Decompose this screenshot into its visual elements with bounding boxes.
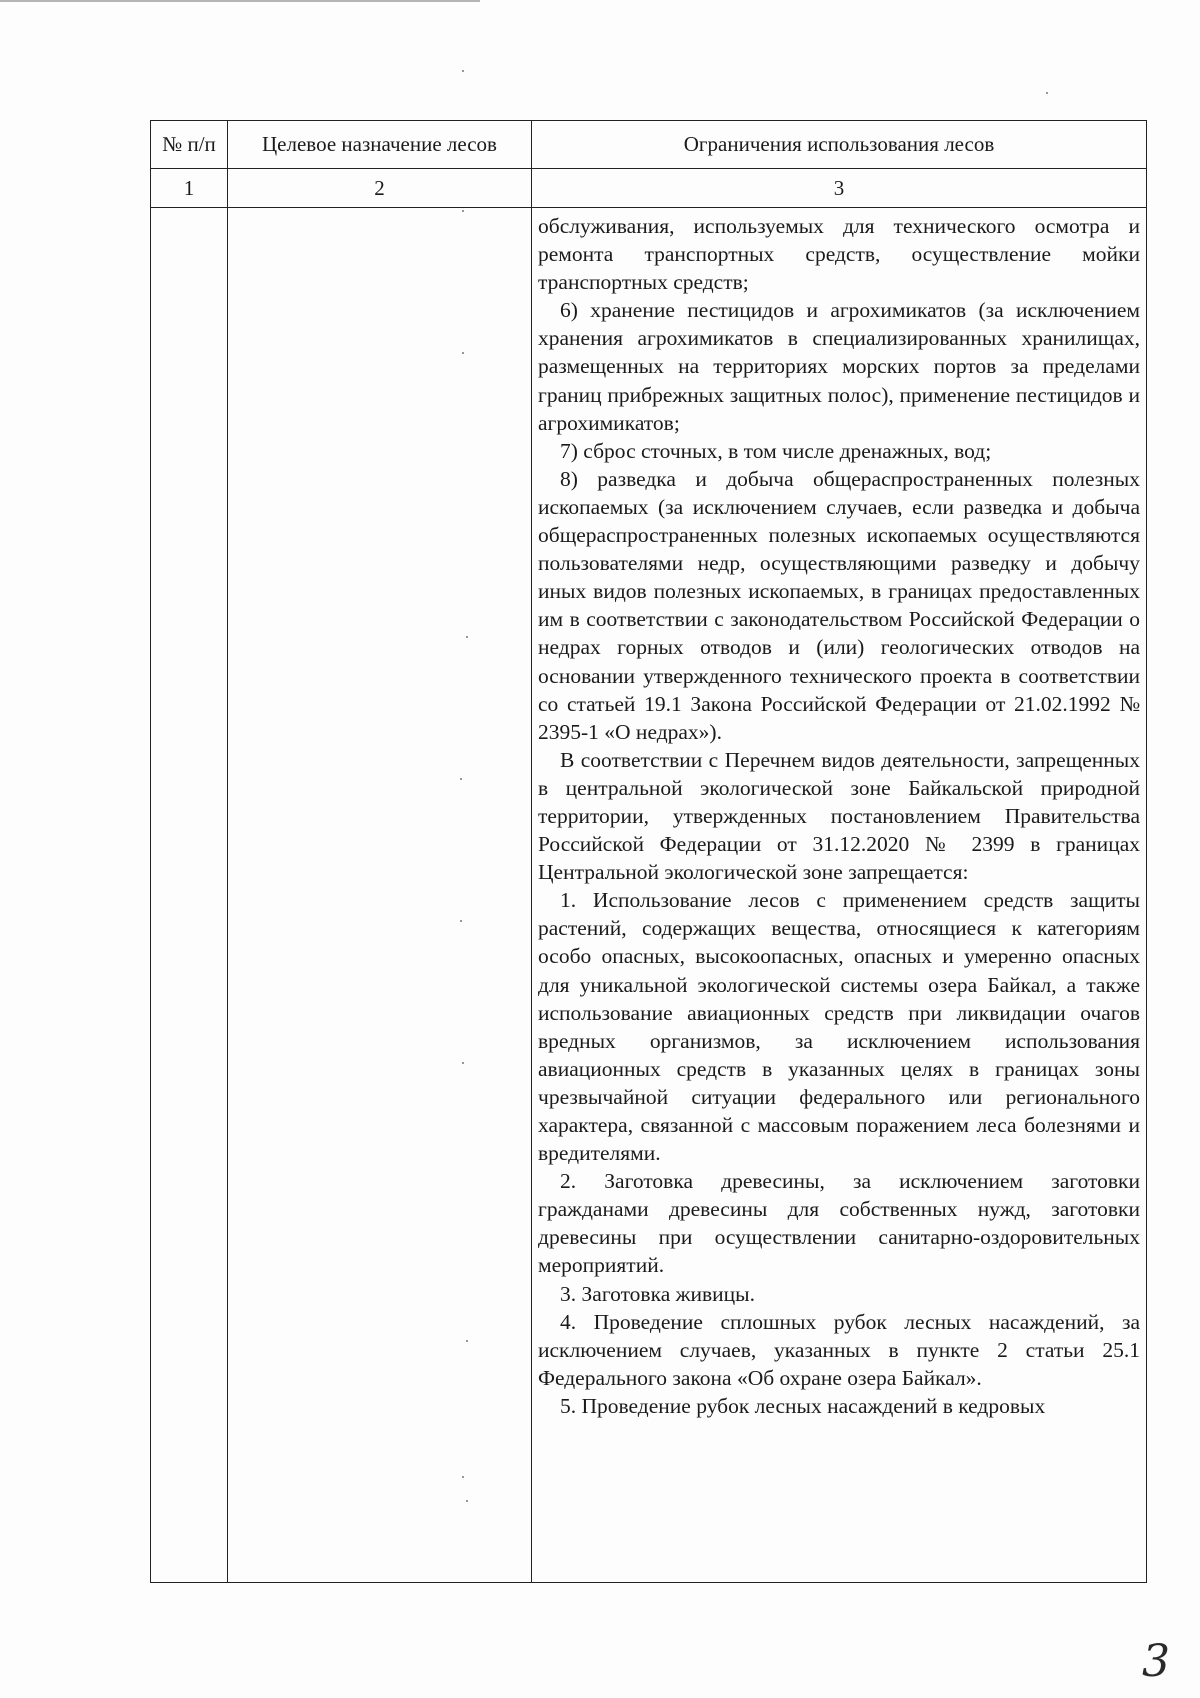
scan-artifact-line [0,0,480,2]
cell-forest-purpose [228,208,532,1583]
table-row [151,208,1147,1583]
column-number-3: 3 [532,169,1147,208]
restriction-paragraph: 1. Использование лесов с применением средств защиты растений, содержащих вещества, относящиеся к категориям особо опасных, высокоопасных, опасных и умеренно опасных для уникальной экологической системы озера Байкал, а также использование авиационных средств при ликвидации очагов вредных организмов, за исключением использования авиационных средств в указанных целях в границах зоны чрезвычайной ситуации федерального или регионального характера, связанной с массовым поражением леса болезнями и вредителями. [538,888,1140,1166]
restriction-paragraph: обслуживания, используемых для технического осмотра и ремонта транспортных средств, осуществление мойки транспортных средств; [538,214,1140,295]
header-forest-purpose: Целевое назначение лесов [228,121,532,169]
cell-restrictions [532,208,1147,1583]
handwritten-page-number: 3 [1142,1636,1170,1687]
column-number-row [151,169,1147,208]
forest-restrictions-table [150,120,1147,1583]
table-header-row [151,121,1147,169]
restriction-paragraph: 6) хранение пестицидов и агрохимикатов (за исключением хранения агрохимикатов в специализированных хранилищах, размещенных на территориях морских портов за пределами границ прибрежных защитных полос), применение пестицидов и агрохимикатов; [538,298,1140,435]
scan-speck [462,70,464,72]
restriction-paragraph: 4. Проведение сплошных рубок лесных насаждений, за исключением случаев, указанных в пункте 2 статьи 25.1 Федерального закона «Об охране озера Байкал». [538,1309,1140,1390]
header-item-number: № п/п [151,121,228,169]
restriction-paragraph: 2. Заготовка древесины, за исключением заготовки гражданами древесины для собственных нужд, заготовки древесины при осуществлении санитарно-оздоровительных мероприятий. [538,1169,1140,1278]
restriction-paragraph: 3. Заготовка живицы. [560,1281,755,1306]
restriction-paragraph: 7) сброс сточных, в том числе дренажных, вод; [560,438,992,463]
cell-item-number [151,208,228,1583]
header-forest-restrictions: Ограничения использования лесов [532,121,1147,169]
column-number-1: 1 [151,169,228,208]
restriction-paragraph: 8) разведка и добыча общераспространенных полезных ископаемых (за исключением случаев, если разведка и добыча общераспространенных полезных ископаемых осуществляются пользователями недр, осуществляющими разведку и добычу иных видов полезных ископаемых, в границах предоставленных им в соответствии с законодательством Российской Федерации о недрах горных отводов и (или) геологических отводов на основании утвержденного технического проекта в соответствии со статьей 19.1 Закона Российской Федерации от 21.02.1992 № 2395-1 «О недрах»). [538,466,1140,744]
restriction-paragraph: 5. Проведение рубок лесных насаждений в кедровых [560,1393,1046,1418]
scan-speck [1046,92,1048,94]
column-number-2: 2 [228,169,532,208]
restriction-paragraph: В соответствии с Перечнем видов деятельности, запрещенных в центральной экологической зоне Байкальской природной территории, утвержденных постановлением Правительства Российской Федерации от 31.12.2020 № 2399 в границах Центральной экологической зоне запрещается: [538,747,1140,885]
